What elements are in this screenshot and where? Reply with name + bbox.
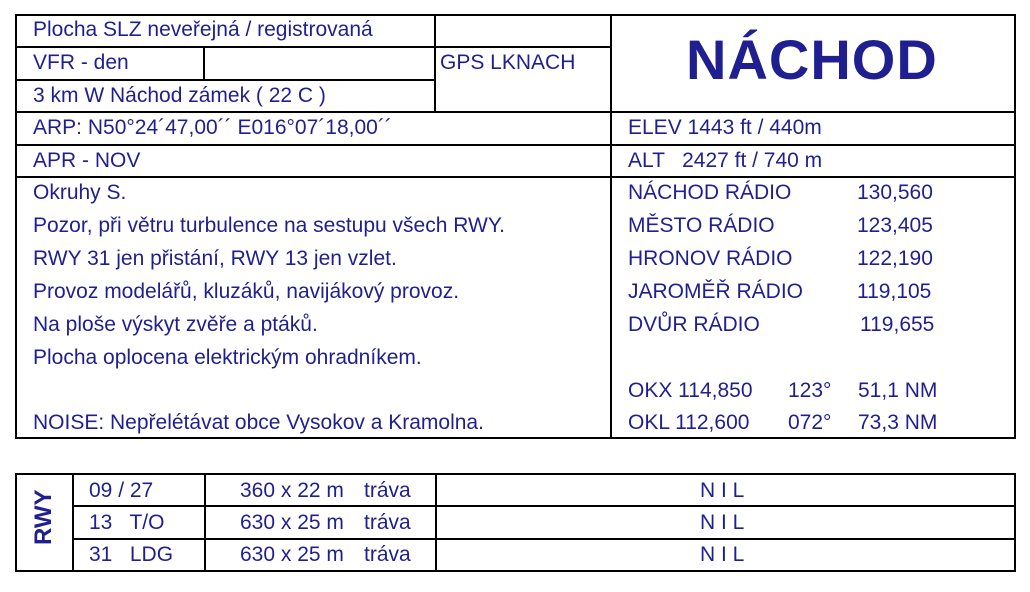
row-line [15, 144, 1016, 146]
rwy-surface: tráva [364, 543, 411, 566]
rwy-label: RWY [30, 489, 57, 545]
cell-divider [203, 46, 205, 80]
navaid-bearing: 072° [788, 411, 832, 434]
row-line [15, 111, 611, 113]
season: APR - NOV [33, 149, 141, 172]
rwy-note: N I L [700, 511, 745, 534]
navaid-bearing: 123° [788, 379, 832, 402]
row-line [15, 46, 611, 48]
rwy-surface: tráva [364, 479, 411, 502]
rwy-col-divider [204, 473, 206, 572]
rwy-dimensions: 630 x 25 m [240, 511, 344, 534]
row-line [15, 176, 1016, 178]
rwy-row-line [72, 505, 1016, 507]
location: 3 km W Náchod zámek ( 22 C ) [33, 84, 326, 107]
remark-line: Pozor, při větru turbulence na sestupu všech RWY. [33, 214, 505, 237]
gps-code: GPS LKNACH [440, 51, 576, 74]
radio-frequency: 123,405 [857, 214, 933, 237]
column-divider [610, 14, 612, 439]
rwy-table-top [15, 473, 1016, 475]
table-border-left [15, 14, 17, 439]
remark-line: RWY 31 jen přistání, RWY 13 jen vzlet. [33, 247, 397, 270]
radio-name: HRONOV RÁDIO [628, 247, 793, 270]
airfield-name: NÁCHOD [686, 28, 938, 91]
remark-line: Plocha oplocena elektrickým ohradníkem. [33, 346, 422, 369]
noise-remark: NOISE: Nepřelétávat obce Vysokov a Kramolna. [33, 411, 484, 434]
altitude: ALT 2427 ft / 740 m [628, 149, 823, 172]
table-border-top [15, 14, 1016, 16]
radio-frequency: 122,190 [857, 247, 933, 270]
remark-line: Provoz modelářů, kluzáků, navijákový provoz. [33, 280, 460, 303]
rwy-row-line [72, 538, 1016, 540]
navaid-id: OKL 112,600 [628, 411, 750, 434]
flight-rules: VFR - den [33, 51, 129, 74]
rwy-designator: 09 / 27 [89, 479, 154, 502]
remark-line: Okruhy S. [33, 181, 127, 204]
navaid-distance: 51,1 NM [858, 379, 938, 402]
radio-frequency: 119,105 [857, 280, 932, 303]
row-line [15, 79, 436, 81]
elevation: ELEV 1443 ft / 440m [628, 116, 822, 139]
arp-coordinates: ARP: N50°24´47,00´´ E016°07´18,00´´ [33, 116, 392, 139]
rwy-col-divider [435, 473, 437, 572]
radio-name: MĚSTO RÁDIO [628, 214, 775, 237]
rwy-note: N I L [700, 543, 745, 566]
radio-frequency: 130,560 [857, 181, 933, 204]
table-border-right [1014, 14, 1016, 439]
rwy-designator: 31 LDG [89, 543, 174, 566]
rwy-designator: 13 T/O [89, 511, 165, 534]
airfield-type: Plocha SLZ neveřejná / registrovaná [33, 18, 373, 41]
navaid-id: OKX 114,850 [628, 379, 753, 402]
rwy-dimensions: 630 x 25 m [240, 543, 344, 566]
rwy-col-divider [72, 473, 74, 572]
rwy-table-bottom [15, 570, 1016, 572]
navaid-distance: 73,3 NM [858, 411, 938, 434]
radio-name: NÁCHOD RÁDIO [628, 181, 792, 204]
remark-line: Na ploše výskyt zvěře a ptáků. [33, 313, 318, 336]
radio-frequency: 119,655 [860, 313, 935, 336]
table-border-bottom [15, 437, 1016, 439]
row-line [611, 111, 1016, 113]
rwy-table-left [15, 473, 17, 572]
rwy-dimensions: 360 x 22 m [240, 479, 344, 502]
radio-name: DVŮR RÁDIO [628, 313, 760, 336]
rwy-surface: tráva [364, 511, 411, 534]
rwy-note: N I L [700, 479, 745, 502]
rwy-table-right [1014, 473, 1016, 572]
radio-name: JAROMĚŘ RÁDIO [628, 280, 804, 303]
cell-divider [434, 14, 436, 112]
